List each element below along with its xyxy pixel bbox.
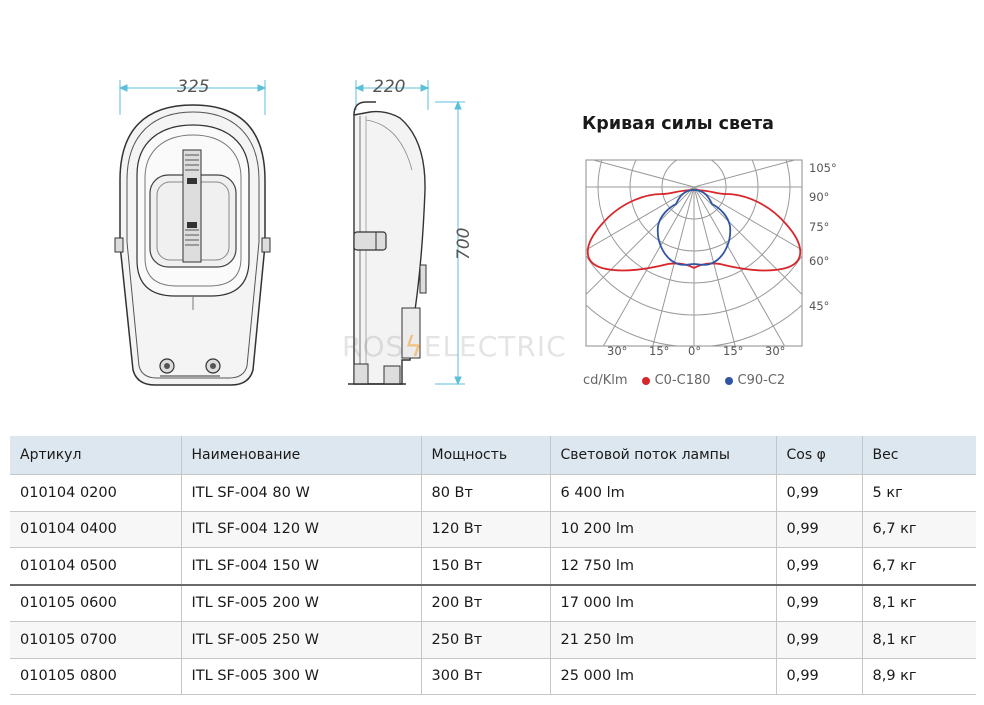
spec-table (10, 436, 976, 695)
table-row: 010104 0200 ITL SF-004 80 W 80 Вт 6 400 lm 0,99 5 кг (10, 475, 976, 512)
angle-label-105: 105° (809, 161, 837, 175)
angle-label-60: 60° (809, 254, 830, 268)
table-row: 010104 0500 ITL SF-004 150 W 150 Вт 12 750 lm 0,99 6,7 кг (10, 548, 976, 585)
angle-label-90: 90° (809, 190, 830, 204)
height-dimension-label: 700 (454, 227, 474, 260)
angle-label-45: 45° (809, 299, 830, 313)
header-luminous-flux: Световой поток лампы (550, 436, 776, 475)
header-name: Наименование (181, 436, 421, 475)
table-row: 010104 0400 ITL SF-004 120 W 120 Вт 10 200 lm 0,99 6,7 кг (10, 511, 976, 548)
legend-item-c90-c2: C90-C2 (725, 373, 786, 388)
chart-title: Кривая силы света (582, 114, 774, 134)
angle-label-bottom-15-right: 15° (723, 344, 744, 358)
table-row: 010105 0800 ITL SF-005 300 W 300 Вт 25 000 lm 0,99 8,9 кг (10, 658, 976, 695)
header-power: Мощность (421, 436, 550, 475)
table-row: 010105 0600 ITL SF-005 200 W 200 Вт 17 000 lm 0,99 8,1 кг (10, 585, 976, 622)
header-cos-phi: Cos φ (776, 436, 862, 475)
light-distribution-chart (560, 150, 840, 365)
header-weight: Вес (862, 436, 976, 475)
unit-label: cd/Klm (583, 373, 628, 388)
angle-label-bottom-30-left: 30° (607, 344, 628, 358)
chart-legend (583, 373, 785, 388)
legend-dot-icon (642, 377, 650, 385)
width-dimension-label: 325 (177, 77, 210, 97)
table-row: 010105 0700 ITL SF-005 250 W 250 Вт 21 250 lm 0,99 8,1 кг (10, 622, 976, 659)
legend-dot-icon (725, 377, 733, 385)
angle-label-bottom-0: 0° (688, 344, 702, 358)
angle-label-75: 75° (809, 220, 830, 234)
depth-dimension-label: 220 (373, 77, 406, 97)
angle-label-bottom-30-right: 30° (765, 344, 786, 358)
watermark: ROSϟELECTRIC (342, 330, 567, 363)
header-article: Артикул (10, 436, 181, 475)
table-header-row (10, 436, 976, 475)
legend-item-c0-c180: C0-C180 (642, 373, 711, 388)
angle-label-bottom-15-left: 15° (649, 344, 670, 358)
front-view-drawing (105, 70, 285, 400)
